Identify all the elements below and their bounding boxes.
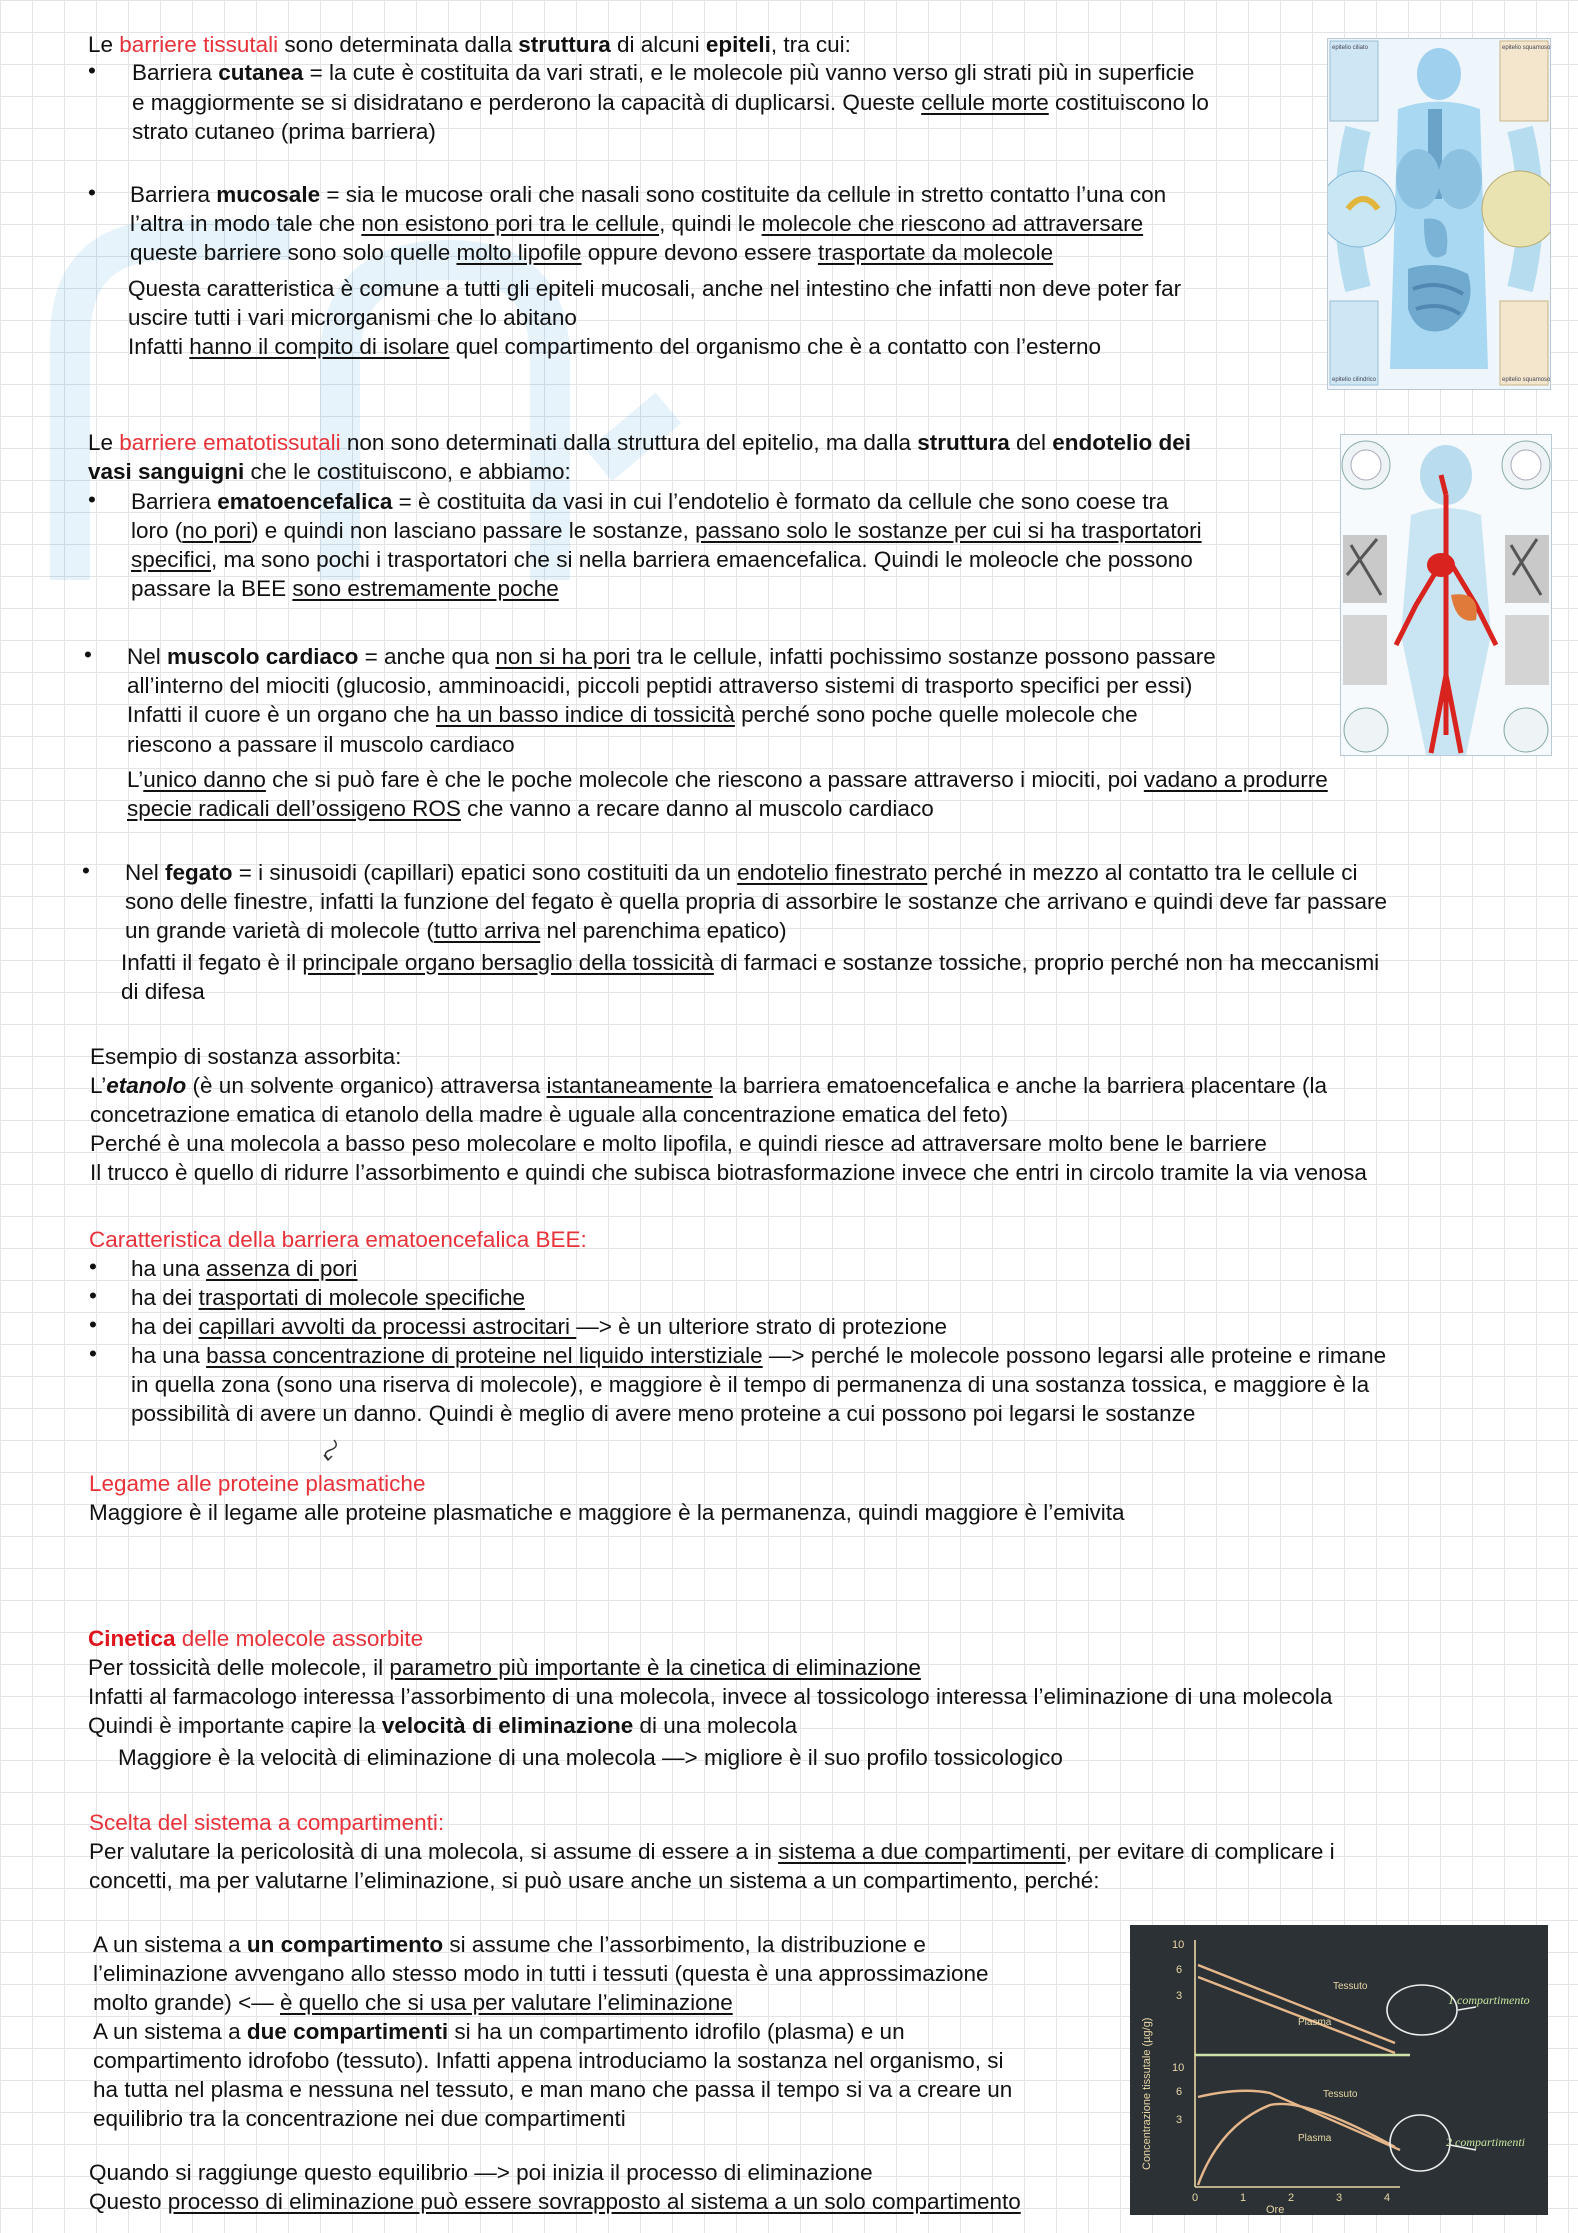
ethanol-heading: Esempio di sostanza assorbita:: [90, 1044, 402, 1069]
compartments-l2: concetti, ma per valutarne l’eliminazione, si può usare anche un sistema a un compartimento, perché:: [89, 1868, 1100, 1893]
x-tick: 2: [1288, 2192, 1295, 2204]
x-tick: 3: [1336, 2192, 1343, 2204]
bee-feature-2: ha dei trasportati di molecole specifiche: [131, 1285, 525, 1310]
bee-feature-4: ha una bassa concentrazione di proteine nel liquido interstiziale —> perché le molecole possono legarsi alle proteine e rimane: [131, 1343, 1387, 1368]
mucosale-l2: l’altra in modo tale che non esistono pori tra le cellule, quindi le molecole che riescono ad attraversare: [130, 211, 1144, 236]
bee-features-title: Caratteristica della barriera ematoencefalica BEE:: [89, 1227, 587, 1252]
fig1-label-tr: epitelio squamoso: [1502, 45, 1551, 51]
compartment-chalkboard-chart: [1130, 1925, 1548, 2215]
bottom-tissue-label: Tessuto: [1323, 2089, 1358, 2100]
kinetics-l4: Maggiore è la velocità di eliminazione di una molecola —> migliore è il suo profilo tossicologico: [118, 1745, 1063, 1770]
y-tick: 10: [1172, 1939, 1185, 1951]
handwritten-arrow-icon: [318, 1437, 342, 1463]
x-axis-label: Ore: [1266, 2204, 1285, 2215]
mucosale-l6: Infatti hanno il compito di isolare quel compartimento del organismo che è a contatto con l’esterno: [128, 334, 1102, 359]
x-tick: 4: [1384, 2192, 1391, 2204]
ethanol-l4: Perché è una molecola a basso peso molecolare e molto lipofila, e quindi riesce ad attraversare molto bene le barriere: [90, 1131, 1267, 1156]
cardiac-l5: L’unico danno che si può fare è che le poche molecole che riescono a passare attraverso i miociti, poi vadano a produrre: [127, 767, 1328, 792]
fig1-label-br: epitelio squamoso: [1502, 377, 1551, 383]
top-tissue-label: Tessuto: [1333, 1981, 1368, 1992]
cardiac-l3: Infatti il cuore è un organo che ha un basso indice di tossicità perché sono poche quelle molecole che: [127, 702, 1138, 727]
protein-binding-title: Legame alle proteine plasmatiche: [89, 1471, 426, 1496]
bee-feature-1: ha una assenza di pori: [131, 1256, 358, 1281]
ethanol-l5: Il trucco è quello di ridurre l’assorbimento e quindi che subisca biotrasformazione invece che entri in circolo tramite la via venosa: [90, 1160, 1367, 1185]
bee-feature-4-l3: possibilità di avere un danno. Quindi è meglio di avere meno proteine a cui possono poi legarsi le sostanze: [131, 1401, 1196, 1426]
kinetics-l3: Quindi è importante capire la velocità di eliminazione di una molecola: [88, 1713, 798, 1738]
bullet: •: [89, 1283, 97, 1308]
y-tick: 6: [1176, 2086, 1183, 2098]
cardiac-l6: specie radicali dell’ossigeno ROS che vanno a recare danno al muscolo cardiaco: [127, 796, 934, 821]
bullet: •: [88, 58, 96, 83]
x-tick: 1: [1240, 2192, 1247, 2204]
top-plasma-label: Plasma: [1298, 2017, 1332, 2028]
one-comp-l2: l’eliminazione avvengano allo stesso modo in tutti i tessuti (questa è una approssimazione: [93, 1961, 989, 1986]
cutanea-l3: strato cutaneo (prima barriera): [132, 119, 436, 144]
bullet: •: [89, 1312, 97, 1337]
cutanea-l2: e maggiormente se si disidratano e perderono la capacità di duplicarsi. Queste cellule morte costituiscono lo: [132, 90, 1209, 115]
kinetics-title: Cinetica delle molecole assorbite: [88, 1626, 424, 1651]
mucosale-l5: uscire tutti i vari microrganismi che lo abitano: [128, 305, 577, 330]
mucosale-l1: Barriera mucosale = sia le mucose orali che nasali sono costituite da cellule in stretto contatto l’una con: [130, 182, 1167, 207]
liver-l4: Infatti il fegato è il principale organo bersaglio della tossicità di farmaci e sostanze tossiche, proprio perché non ha meccanismi: [121, 950, 1380, 975]
x-tick: 0: [1192, 2192, 1199, 2204]
bee-l4: passare la BEE sono estremamente poche: [131, 576, 559, 601]
two-comp-l3: ha tutta nel plasma e nessuna nel tessuto, e man mano che passa il tempo si va a creare un: [93, 2077, 1013, 2102]
ethanol-l2: L’etanolo (è un solvente organico) attraversa istantaneamente la barriera ematoencefalica e anche la barriera placentare (la: [90, 1073, 1327, 1098]
fig1-label-tl: epitelio ciliato: [1332, 45, 1369, 51]
kinetics-l2: Infatti al farmacologo interessa l’assorbimento di una molecola, invece al tossicologo interessa l’eliminazione di una molecola: [88, 1684, 1333, 1709]
cardiac-l4: riescono a passare il muscolo cardiaco: [127, 732, 515, 757]
vascular-barriers-figure: [1340, 434, 1552, 756]
fig1-label-bl: epitelio cilindrico: [1332, 377, 1377, 383]
s2-intro-l2: vasi sanguigni che le costituiscono, e abbiamo:: [88, 459, 571, 484]
kinetics-l1: Per tossicità delle molecole, il parametro più importante è la cinetica di eliminazione: [88, 1655, 921, 1680]
one-comp-l1: A un sistema a un compartimento si assume che l’assorbimento, la distribuzione e: [93, 1932, 926, 1957]
y-tick: 3: [1176, 2114, 1183, 2126]
y-tick: 10: [1172, 2062, 1185, 2074]
elimination-l2: Questo processo di eliminazione può essere sovrapposto al sistema a un solo compartimento: [89, 2189, 1021, 2214]
bee-l1: Barriera ematoencefalica = è costituita da vasi in cui l’endotelio è formato da cellule che sono coese tra: [131, 489, 1169, 514]
protein-binding-l1: Maggiore è il legame alle proteine plasmatiche e maggiore è la permanenza, quindi maggiore è l’emivita: [89, 1500, 1125, 1525]
y-tick: 3: [1176, 1990, 1183, 2002]
y-axis-label: Concentrazione tissutale (µg/g): [1141, 2017, 1153, 2170]
cardiac-l2: all’interno del miociti (glucosio, amminoacidi, piccoli peptidi attraverso sistemi di trasporto specifici per essi): [127, 673, 1193, 698]
bullet: •: [82, 858, 90, 883]
mucosale-l3: queste barriere sono solo quelle molto lipofile oppure devono essere trasportate da molecole: [130, 240, 1054, 265]
bee-l3: specifici, ma sono pochi i trasportatori che si nella barriera emaencefalica. Quindi le moleocle che possono: [131, 547, 1193, 572]
s2-intro-l1: Le barriere ematotissutali non sono determinati dalla struttura del epitelio, ma dalla struttura del endotelio dei: [88, 430, 1192, 455]
bee-feature-3: ha dei capillari avvolti da processi astrocitari —> è un ulteriore strato di protezione: [131, 1314, 948, 1339]
liver-l2: sono delle finestre, infatti la funzione del fegato è quella propria di assorbire le sostanze che arrivano e quindi deve far passare: [125, 889, 1388, 914]
compartments-l1: Per valutare la pericolosità di una molecola, si assume di essere a in sistema a due compartimenti, per evitare di complicare i: [89, 1839, 1335, 1864]
bullet: •: [89, 1341, 97, 1366]
liver-l3: un grande varietà di molecole (tutto arriva nel parenchima epatico): [125, 918, 787, 943]
bottom-plasma-label: Plasma: [1298, 2133, 1332, 2144]
two-comp-l2: compartimento idrofobo (tessuto). Infatti appena introduciamo la sostanza nel organismo, si: [93, 2048, 1004, 2073]
ethanol-l3: concetrazione ematica di etanolo della madre è uguale alla concentrazione ematica del feto): [90, 1102, 1009, 1127]
two-comp-l4: equilibrio tra la concentrazione nei due compartimenti: [93, 2106, 626, 2131]
bullet: •: [89, 1254, 97, 1279]
y-tick: 6: [1176, 1964, 1183, 1976]
two-comp-l1: A un sistema a due compartimenti si ha un compartimento idrofilo (plasma) e un: [93, 2019, 905, 2044]
bee-l2: loro (no pori) e quindi non lasciano passare le sostanze, passano solo le sostanze per cui si ha trasportatori: [131, 518, 1202, 543]
bullet: •: [88, 180, 96, 205]
two-compartments-note: 2 compartimenti: [1446, 2135, 1525, 2149]
one-compartment-note: 1 compartimento: [1448, 1993, 1530, 2007]
bullet: •: [88, 487, 96, 512]
s1-intro: Le barriere tissutali sono determinata dalla struttura di alcuni epiteli, tra cui:: [88, 32, 851, 57]
bee-feature-4-l2: in quella zona (sono una riserva di molecole), e maggiore è il tempo di permanenza di una sostanza tossica, e maggiore è la: [131, 1372, 1370, 1397]
epithelia-body-figure: [1327, 38, 1551, 390]
liver-l5: di difesa: [121, 979, 205, 1004]
mucosale-l4: Questa caratteristica è comune a tutti gli epiteli mucosali, anche nel intestino che infatti non deve poter far: [128, 276, 1182, 301]
elimination-l1: Quando si raggiunge questo equilibrio —> poi inizia il processo di eliminazione: [89, 2160, 873, 2185]
one-comp-l3: molto grande) <— è quello che si usa per valutare l’eliminazione: [93, 1990, 733, 2015]
bullet: •: [84, 642, 92, 667]
cardiac-l1: Nel muscolo cardiaco = anche qua non si ha pori tra le cellule, infatti pochissimo sostanze possono passare: [127, 644, 1216, 669]
liver-l1: Nel fegato = i sinusoidi (capillari) epatici sono costituiti da un endotelio finestrato perché in mezzo al contatto tra le cellule ci: [125, 860, 1358, 885]
compartments-title: Scelta del sistema a compartimenti:: [89, 1810, 445, 1835]
cutanea-l1: Barriera cutanea = la cute è costituita da vari strati, e le molecole più vanno verso gli strati più in superficie: [132, 60, 1195, 85]
